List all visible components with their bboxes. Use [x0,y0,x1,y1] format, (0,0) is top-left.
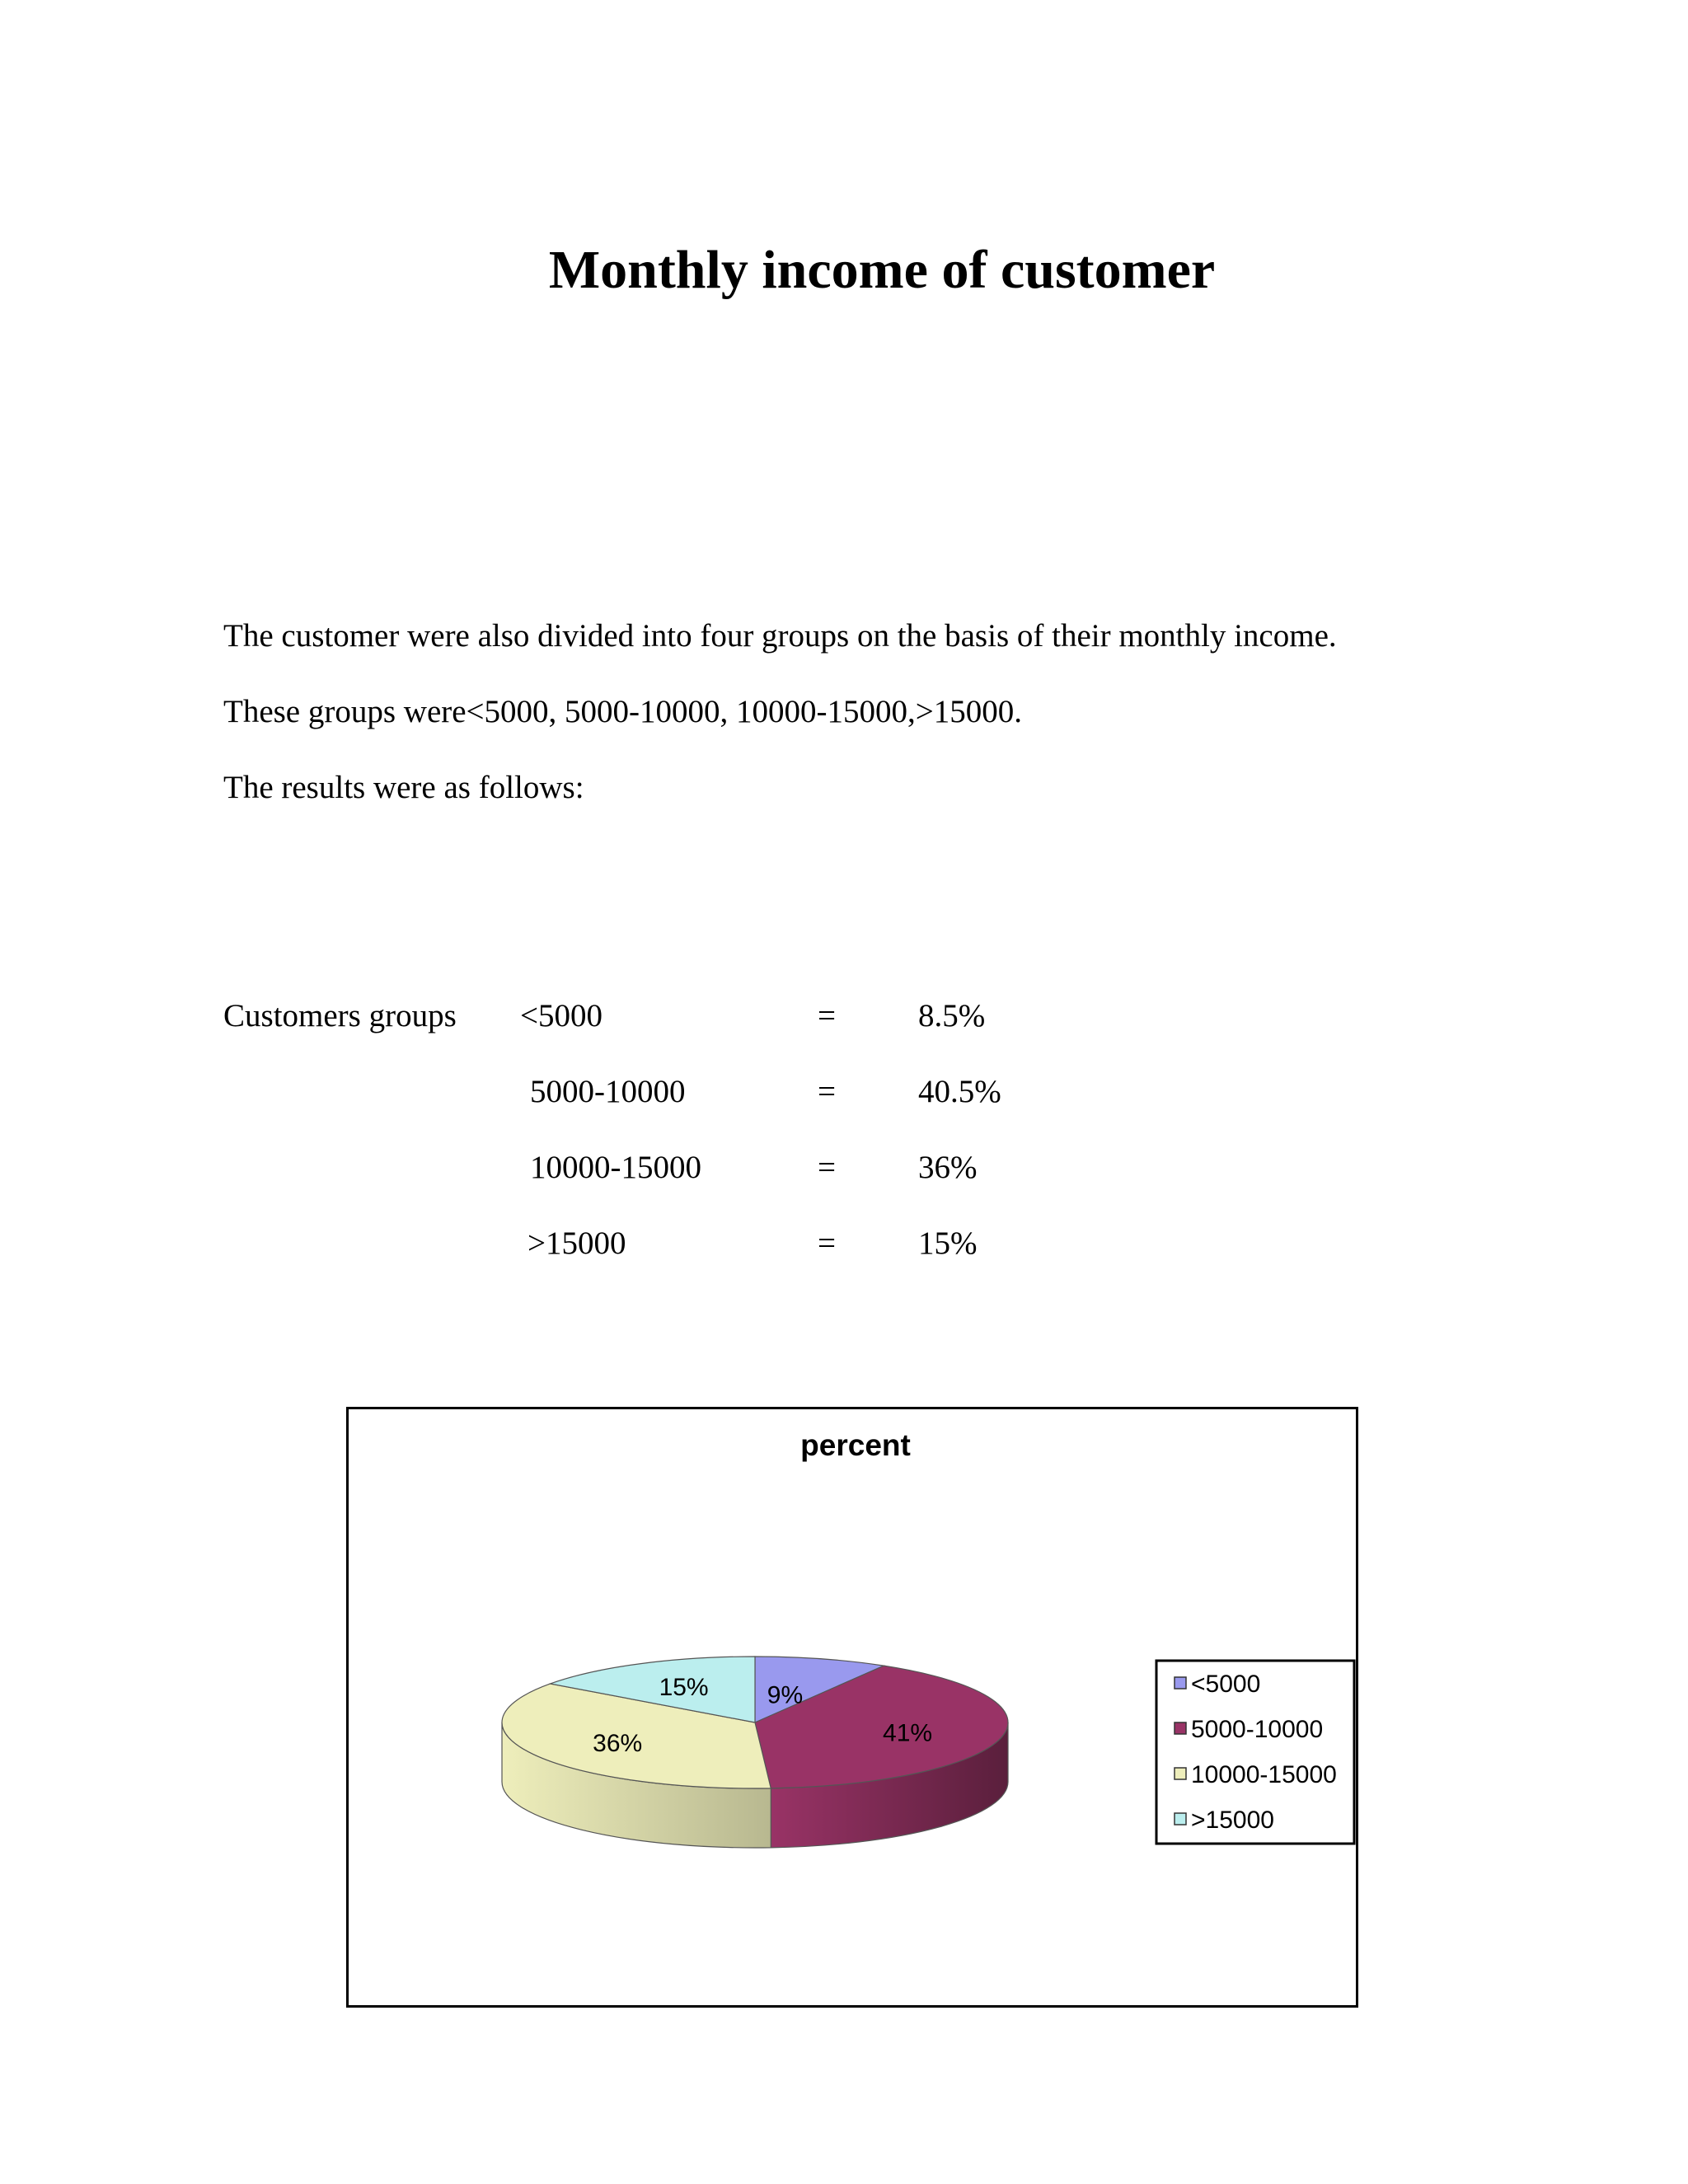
group-range: <5000 [520,998,603,1033]
groups-paragraph: These groups were<5000, 5000-10000, 10000-15000,>15000. [223,694,1023,729]
pie-data-label: 9% [767,1681,804,1709]
results-paragraph: The results were as follows: [223,770,584,805]
groups-label: Customers groups [223,998,457,1033]
pie-chart-svg [349,1409,1356,2005]
pie-data-label: 36% [593,1729,643,1757]
group-equals: = [818,1074,836,1109]
legend-swatch [1175,1813,1186,1825]
group-range: 5000-10000 [530,1074,686,1109]
group-equals: = [818,998,836,1033]
pie-chart [346,1407,1358,2008]
group-value: 36% [918,1150,978,1185]
legend-label: 5000-10000 [1191,1716,1324,1743]
legend-swatch [1175,1677,1186,1689]
pie-data-label: 15% [659,1673,709,1701]
page-title: Monthly income of customer [548,240,1216,300]
group-value: 40.5% [918,1074,1001,1109]
legend-label: <5000 [1191,1671,1261,1698]
group-value: 8.5% [918,998,986,1033]
pie-data-label: 41% [883,1719,933,1747]
legend-swatch [1175,1722,1186,1734]
intro-paragraph: The customer were also divided into four groups on the basis of their monthly income. [223,618,1337,654]
chart-legend [1156,1661,1354,1844]
chart-title: percent [800,1428,911,1462]
group-value: 15% [918,1226,978,1261]
group-equals: = [818,1150,836,1185]
group-range: >15000 [528,1226,626,1261]
group-equals: = [818,1226,836,1261]
group-range: 10000-15000 [530,1150,701,1185]
legend-label: 10000-15000 [1191,1761,1337,1788]
legend-label: >15000 [1191,1807,1274,1834]
legend-swatch [1175,1768,1186,1779]
